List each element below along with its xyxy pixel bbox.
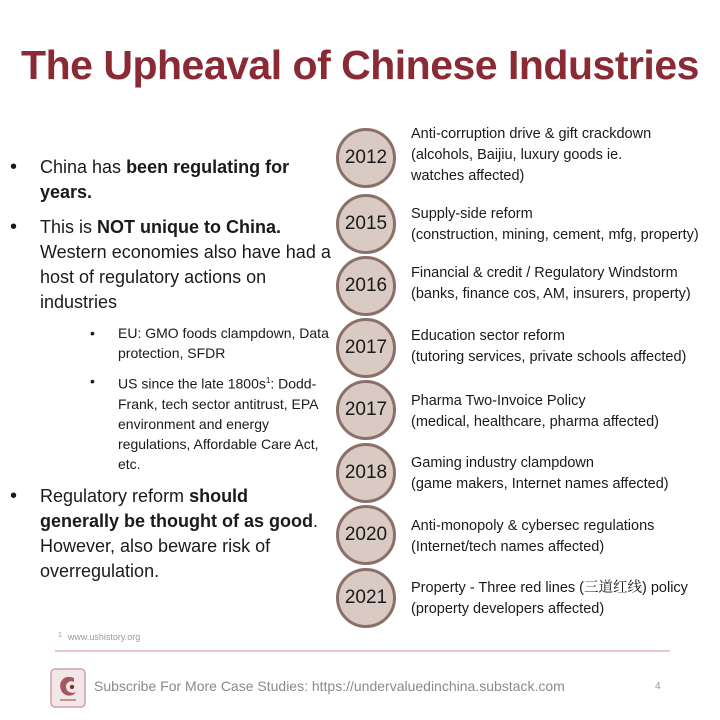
timeline-desc <box>411 516 711 558</box>
year-circle: 2017 <box>336 318 396 378</box>
footer-divider <box>55 650 670 652</box>
year-circle: 2020 <box>336 505 396 565</box>
subscribe-link[interactable]: Subscribe For More Case Studies: https://undervaluedinchina.substack.com <box>94 678 565 694</box>
timeline-desc-line: (alcohols, Baijiu, luxury goods ie. <box>411 147 623 163</box>
year-circle: 2017 <box>336 380 396 440</box>
bullet-text: Western economies also have had a host of regulatory actions on industries <box>40 242 331 312</box>
bullet-text: . However, also beware risk of overregulation. <box>40 510 319 581</box>
timeline-desc-line: Financial & credit / Regulatory Windstorm <box>411 265 678 281</box>
footnote <box>58 632 140 642</box>
timeline-desc-line: (Internet/tech names affected) <box>411 539 605 555</box>
timeline-desc-line: Property - Three red lines (三道红线) policy <box>411 580 688 596</box>
bullet-text: Regulatory reform <box>40 485 190 506</box>
year-circle: 2018 <box>336 443 396 503</box>
timeline-desc-line: Anti-corruption drive & gift crackdown <box>411 126 652 142</box>
timeline-desc <box>411 453 711 495</box>
timeline-desc <box>411 263 711 305</box>
bullet-bold: NOT unique to China. <box>97 217 281 237</box>
year-circle: 2012 <box>336 128 396 188</box>
timeline-desc-line: (property developers affected) <box>411 601 605 617</box>
bullet-bold: should generally be thought of as good <box>40 485 314 531</box>
timeline-desc-line: (game makers, Internet names affected) <box>411 476 669 492</box>
year-circle: 2021 <box>336 568 396 628</box>
timeline-desc <box>411 326 711 368</box>
timeline-desc-line: Pharma Two-Invoice Policy <box>411 393 586 409</box>
timeline-desc-line: (construction, mining, cement, mfg, property) <box>411 227 699 243</box>
timeline-desc-line: Anti-monopoly & cybersec regulations <box>411 518 655 534</box>
timeline-desc-line: (tutoring services, private schools affected) <box>411 349 687 365</box>
timeline-desc <box>411 391 711 433</box>
footnote-text: www.ushistory.org <box>67 632 141 642</box>
logo-icon <box>50 668 86 708</box>
bullet-bold: been regulating for years. <box>40 157 290 202</box>
timeline-desc-line: (banks, finance cos, AM, insurers, property) <box>411 286 691 302</box>
year-circle: 2016 <box>336 256 396 316</box>
timeline-desc-line: Supply-side reform <box>411 206 533 222</box>
timeline-desc-line: (medical, healthcare, pharma affected) <box>411 414 659 430</box>
footnote-ref: 1 <box>265 376 271 385</box>
timeline-desc <box>411 578 711 620</box>
page-title: The Upheaval of Chinese Industries <box>21 42 699 88</box>
bullet-text: China has <box>40 157 127 177</box>
bullet-text: This is <box>40 217 98 237</box>
sub-bullet-text: : Dodd-Frank, tech sector antitrust, EPA environment and energy regulations, Affordable Care Act, etc. <box>118 375 319 472</box>
timeline-desc-line: watches affected) <box>411 168 525 184</box>
timeline-desc-line: Gaming industry clampdown <box>411 455 594 471</box>
page-number: 4 <box>655 681 661 692</box>
timeline-desc-line: Education sector reform <box>411 328 565 344</box>
year-circle: 2015 <box>336 194 396 254</box>
timeline-desc <box>411 204 711 246</box>
sub-bullet-text: US since the late 1800s <box>118 375 266 392</box>
timeline-desc <box>411 124 711 187</box>
sub-bullet-text: EU: GMO foods clampdown, Data protection, SFDR <box>118 325 329 361</box>
footnote-number: 1 <box>58 632 62 639</box>
